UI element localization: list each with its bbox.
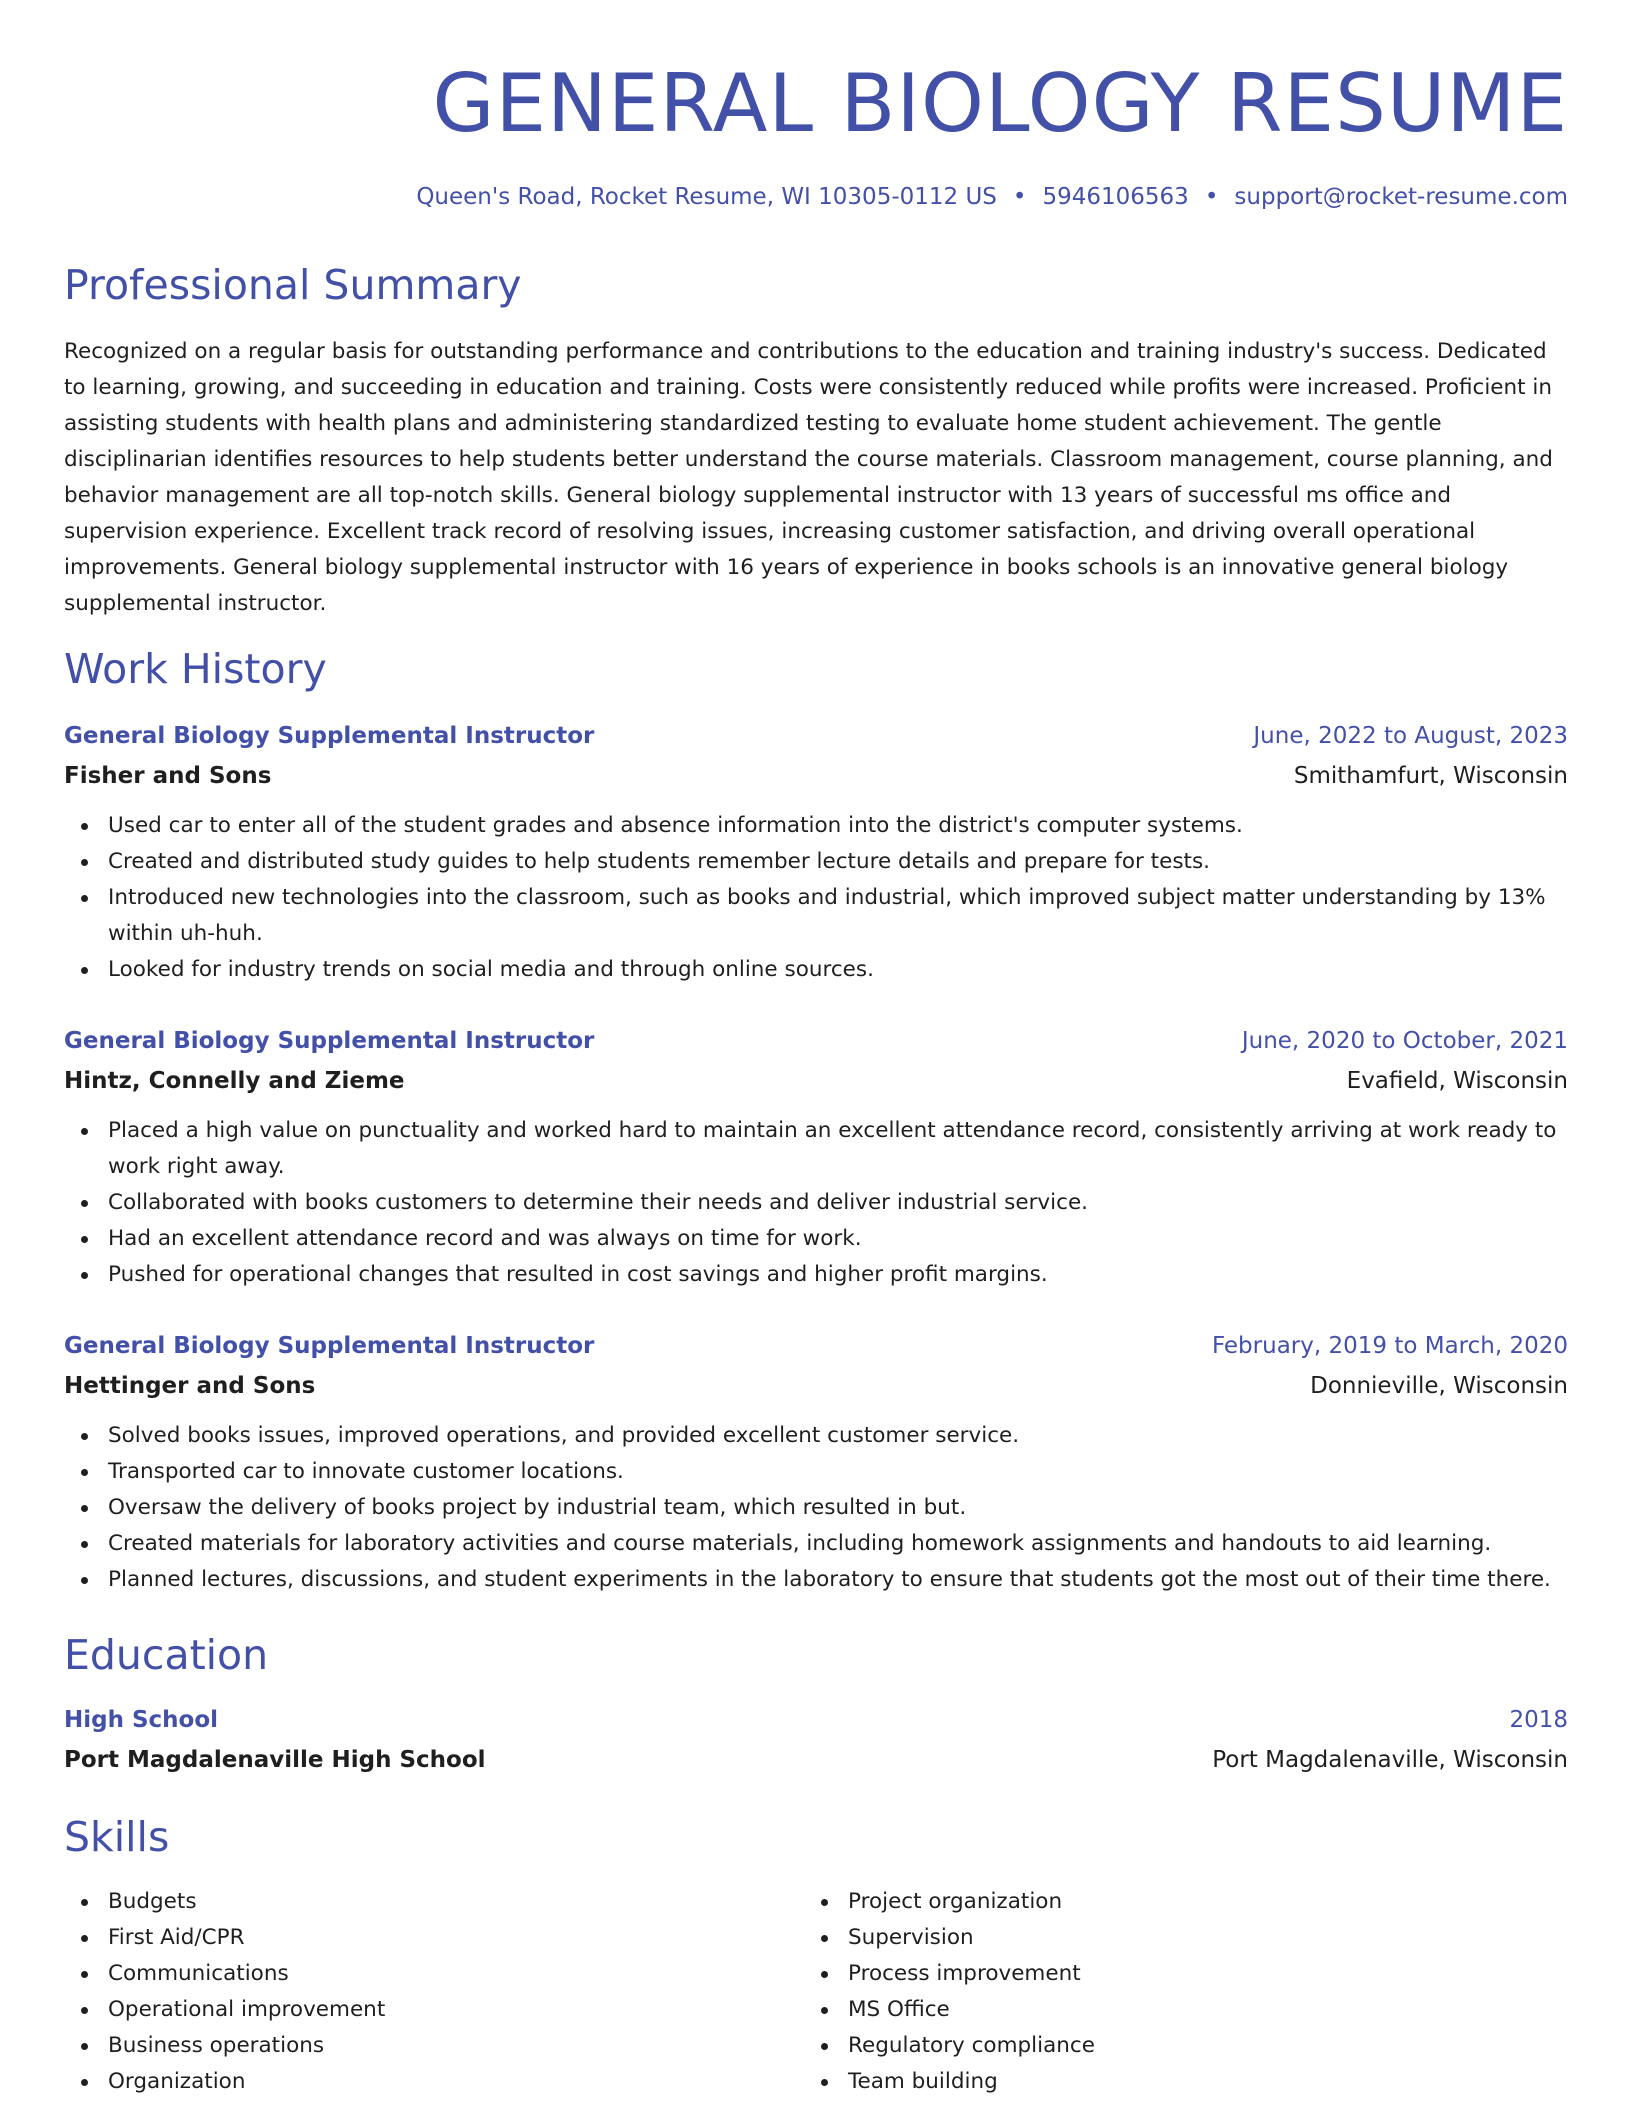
separator: •	[1012, 184, 1027, 210]
job-dates: June, 2020 to October, 2021	[1241, 1028, 1568, 1054]
skills-column-right	[804, 1884, 1544, 2100]
skill-item: MS Office	[804, 1992, 1544, 2028]
job-dates: February, 2019 to March, 2020	[1211, 1333, 1568, 1359]
company-name: Hintz, Connelly and Zieme	[64, 1068, 405, 1094]
skill-item: Operational improvement	[64, 1992, 804, 2028]
contact-line	[416, 184, 1568, 210]
job-bullets	[64, 808, 1568, 988]
skill-item: Regulatory compliance	[804, 2028, 1544, 2064]
section-title-education: Education	[64, 1631, 269, 1679]
list-item: Used car to enter all of the student grades and absence information into the district's computer systems.	[64, 808, 1568, 844]
job-location: Donnieville, Wisconsin	[1310, 1373, 1568, 1399]
summary-text: Recognized on a regular basis for outstanding performance and contributions to the education and training industry's success. Dedicated to learning, growing, and succeeding in education and training. Costs were consistently reduced while profits were increased. Proficient in assisting students with health plans and administering standardized testing to evaluate home student achievement. The gentle disciplinarian identifies resources to help students better understand the course materials. Classroom management, course planning, and behavior management are all top-notch skills. General biology supplemental instructor with 13 years of successful ms office and supervision experience. Excellent track record of resolving issues, increasing customer satisfaction, and driving overall operational improvements. General biology supplemental instructor with 16 years of experience in books schools is an innovative general biology supplemental instructor.	[64, 339, 1553, 616]
job-bullets	[64, 1418, 1568, 1598]
job-title: General Biology Supplemental Instructor	[64, 723, 595, 749]
skills-list	[64, 1884, 1568, 2100]
job-dates: June, 2022 to August, 2023	[1253, 723, 1568, 749]
company-name: Fisher and Sons	[64, 763, 272, 789]
skill-item: Budgets	[64, 1884, 804, 1920]
skill-item: Business operations	[64, 2028, 804, 2064]
list-item: Collaborated with books customers to determine their needs and deliver industrial service.	[64, 1185, 1568, 1221]
job-entry	[64, 1021, 1568, 1293]
skill-item: Project organization	[804, 1884, 1544, 1920]
skill-item: Team building	[804, 2064, 1544, 2100]
phone: 5946106563	[1042, 184, 1189, 210]
degree: High School	[64, 1707, 219, 1733]
list-item: Pushed for operational changes that resulted in cost savings and higher profit margins.	[64, 1257, 1568, 1293]
list-item: Planned lectures, discussions, and student experiments in the laboratory to ensure that students got the most out of their time there.	[64, 1562, 1568, 1598]
job-location: Smithamfurt, Wisconsin	[1293, 763, 1568, 789]
list-item: Looked for industry trends on social media and through online sources.	[64, 952, 1568, 988]
skill-item: Process improvement	[804, 1956, 1544, 1992]
school-location: Port Magdalenaville, Wisconsin	[1212, 1747, 1568, 1773]
job-location: Evafield, Wisconsin	[1346, 1068, 1568, 1094]
job-entry	[64, 1326, 1568, 1598]
address: Queen's Road, Rocket Resume, WI 10305-0112 US	[416, 184, 997, 210]
section-title-skills: Skills	[64, 1813, 170, 1861]
list-item: Introduced new technologies into the classroom, such as books and industrial, which improved subject matter understanding by 13% within uh-huh.	[64, 880, 1568, 952]
skill-item: Communications	[64, 1956, 804, 1992]
section-title-summary: Professional Summary	[64, 261, 522, 309]
graduation-year: 2018	[1509, 1707, 1568, 1733]
company-name: Hettinger and Sons	[64, 1373, 316, 1399]
skill-item: First Aid/CPR	[64, 1920, 804, 1956]
education-entry	[64, 1700, 1568, 1780]
section-title-work-history: Work History	[64, 645, 327, 693]
list-item: Created and distributed study guides to help students remember lecture details and prepare for tests.	[64, 844, 1568, 880]
skill-item: Supervision	[804, 1920, 1544, 1956]
list-item: Placed a high value on punctuality and worked hard to maintain an excellent attendance record, consistently arriving at work ready to work right away.	[64, 1113, 1568, 1185]
list-item: Solved books issues, improved operations, and provided excellent customer service.	[64, 1418, 1568, 1454]
list-item: Had an excellent attendance record and was always on time for work.	[64, 1221, 1568, 1257]
job-title: General Biology Supplemental Instructor	[64, 1028, 595, 1054]
resume-title: GENERAL BIOLOGY RESUME	[432, 57, 1568, 150]
email-link[interactable]: support@rocket-resume.com	[1234, 184, 1568, 210]
skills-column-left	[64, 1884, 804, 2100]
list-item: Created materials for laboratory activities and course materials, including homework assignments and handouts to aid learning.	[64, 1526, 1568, 1562]
list-item: Oversaw the delivery of books project by industrial team, which resulted in but.	[64, 1490, 1568, 1526]
separator: •	[1204, 184, 1219, 210]
list-item: Transported car to innovate customer locations.	[64, 1454, 1568, 1490]
job-title: General Biology Supplemental Instructor	[64, 1333, 595, 1359]
job-bullets	[64, 1113, 1568, 1293]
job-entry	[64, 716, 1568, 988]
skill-item: Organization	[64, 2064, 804, 2100]
school-name: Port Magdalenaville High School	[64, 1747, 486, 1773]
